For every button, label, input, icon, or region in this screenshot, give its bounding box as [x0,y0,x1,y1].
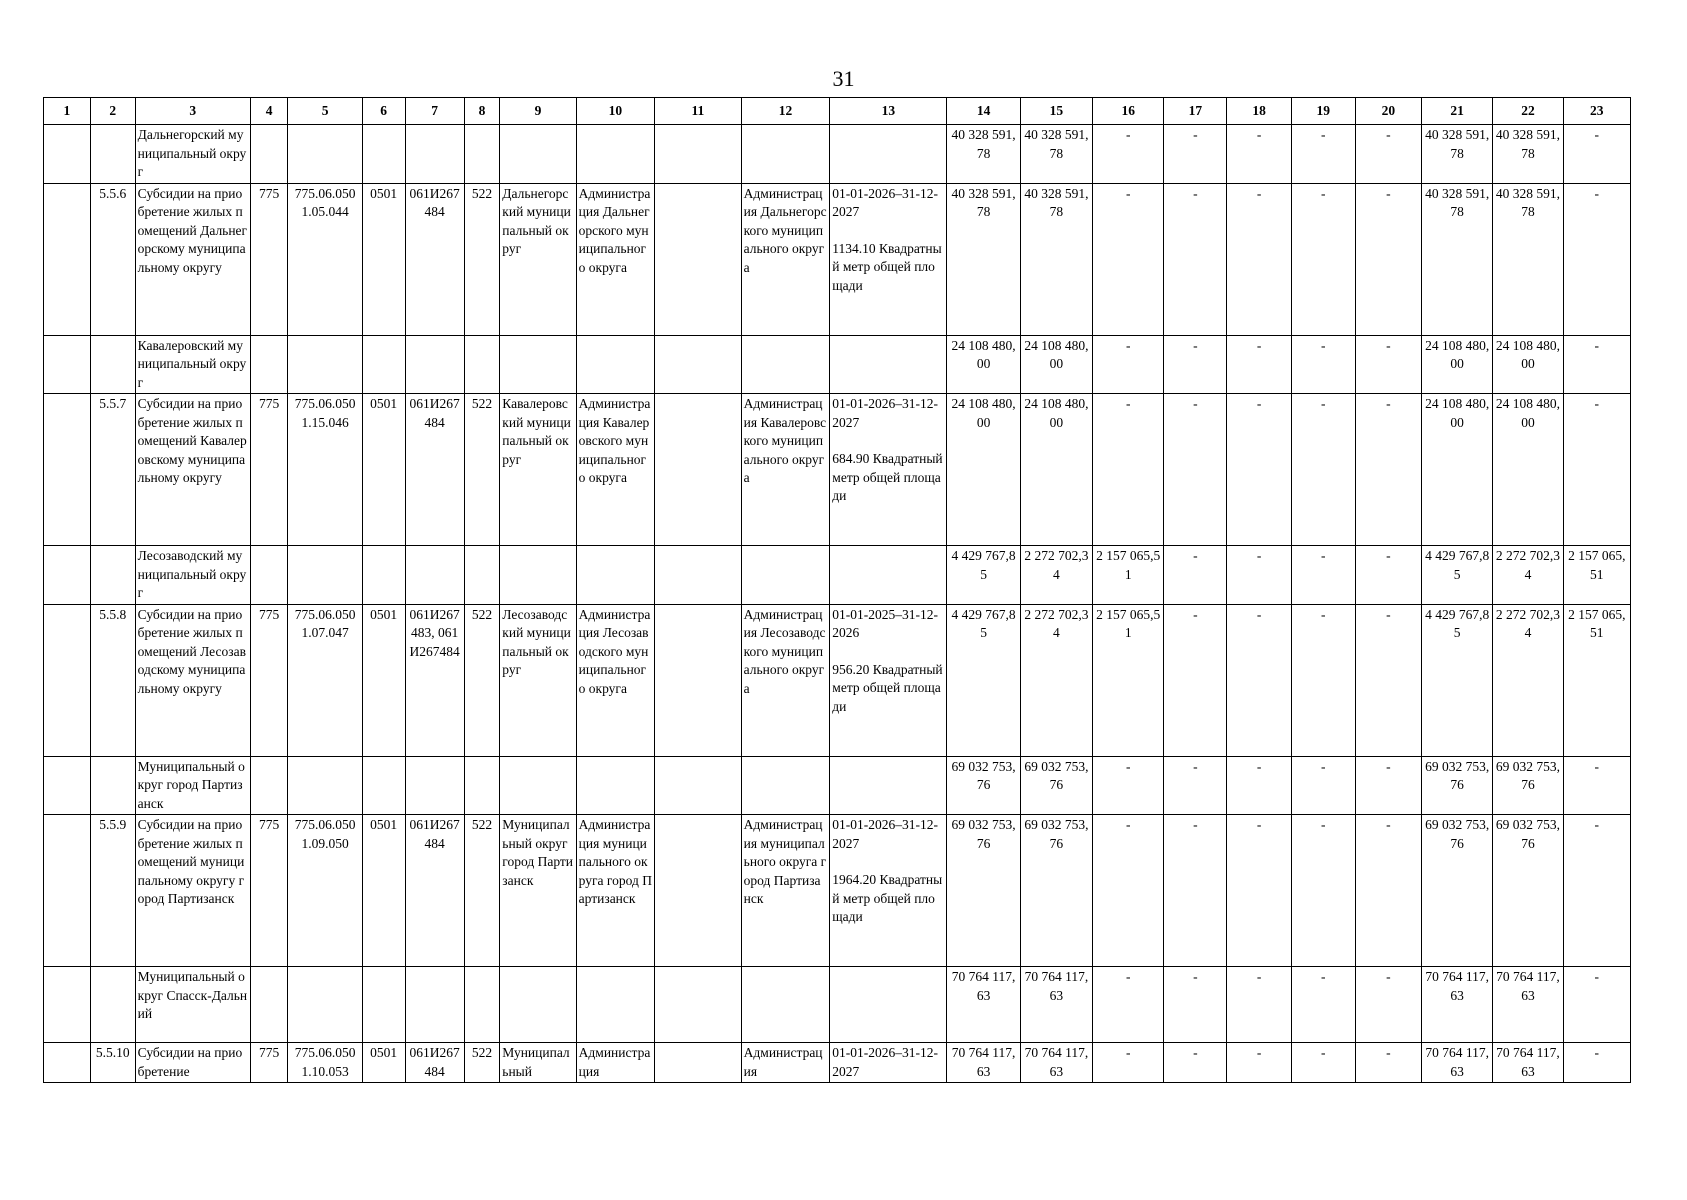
cell-col-22: 69 032 753,76 [1493,756,1563,815]
cell-col-19: - [1291,546,1355,605]
cell-col-7: 061И267484 [405,183,464,335]
cell-col-1 [44,394,91,546]
cell-col-5 [288,546,362,605]
cell-col-15: 24 108 480,00 [1020,394,1092,546]
cell-col-5: 775.06.0501.10.053 [288,1043,362,1083]
cell-col-23: 2 157 065,51 [1563,604,1630,756]
cell-col-18: - [1227,394,1291,546]
subtotal-row [44,967,1631,1043]
cell-col-11 [655,546,742,605]
header-cell: 4 [250,98,288,125]
cell-col-10: Администрация муниципального округа город Партизанск [576,815,654,967]
cell-col-9 [500,546,576,605]
cell-col-12 [741,335,830,394]
cell-col-19: - [1291,815,1355,967]
cell-col-11 [655,125,742,184]
cell-col-5: 775.06.0501.05.044 [288,183,362,335]
cell-col-18: - [1227,183,1291,335]
cell-col-10 [576,546,654,605]
cell-col-20: - [1355,815,1421,967]
cell-col-6 [362,125,405,184]
cell-col-23: 2 157 065,51 [1563,546,1630,605]
cell-col-20: - [1355,604,1421,756]
header-cell: 5 [288,98,362,125]
period-text: 01-01-2026–31-12-2027 [832,185,939,219]
cell-col-17: - [1164,967,1227,1043]
cell-col-1 [44,604,91,756]
subtotal-row [44,756,1631,815]
cell-col-13 [830,394,947,546]
header-cell: 17 [1164,98,1227,125]
subtotal-row [44,546,1631,605]
cell-col-14: 70 764 117,63 [947,1043,1020,1083]
period-text: 01-01-2025–31-12-2026 [832,606,939,640]
cell-col-22: 40 328 591,78 [1493,183,1563,335]
cell-col-11 [655,967,742,1043]
cell-col-3: Субсидии на приобретение жилых помещений Лесозаводскому муниципальному округу [135,604,250,756]
cell-col-7: 061И267483, 061И267484 [405,604,464,756]
cell-col-1 [44,815,91,967]
cell-col-13 [830,125,947,184]
cell-col-20: - [1355,183,1421,335]
cell-col-4: 775 [250,604,288,756]
cell-col-9 [500,335,576,394]
cell-col-6: 0501 [362,183,405,335]
cell-col-7 [405,967,464,1043]
cell-col-19: - [1291,125,1355,184]
cell-col-3: Субсидии на приобретение жилых помещений Дальнегорскому муниципальному округу [135,183,250,335]
cell-col-2: 5.5.7 [90,394,135,546]
cell-col-5: 775.06.0501.09.050 [288,815,362,967]
cell-col-11 [655,335,742,394]
header-cell: 2 [90,98,135,125]
cell-col-3: Субсидии на приобретение [135,1043,250,1083]
cell-col-15: 2 272 702,34 [1020,546,1092,605]
cell-col-22: 40 328 591,78 [1493,125,1563,184]
cell-col-3: Кавалеровский муниципальный округ [135,335,250,394]
cell-col-6 [362,335,405,394]
cell-col-15: 70 764 117,63 [1020,967,1092,1043]
cell-col-11 [655,1043,742,1083]
cell-col-21: 40 328 591,78 [1422,125,1493,184]
cell-col-14: 70 764 117,63 [947,967,1020,1043]
table-row [44,815,1631,967]
cell-col-23: - [1563,756,1630,815]
cell-col-19: - [1291,335,1355,394]
table-row [44,1043,1631,1083]
cell-col-9: Лесозаводский муниципальный округ [500,604,576,756]
cell-col-2 [90,125,135,184]
period-text: 01-01-2026–31-12-2027 [832,396,939,430]
header-cell: 20 [1355,98,1421,125]
cell-col-23: - [1563,125,1630,184]
cell-col-20: - [1355,546,1421,605]
cell-col-8 [464,546,500,605]
cell-col-10: Администрация Кавалеровского муниципального округа [576,394,654,546]
cell-col-6: 0501 [362,604,405,756]
cell-col-9: Муниципальный округ город Партизанск [500,815,576,967]
cell-col-18: - [1227,604,1291,756]
cell-col-17: - [1164,394,1227,546]
cell-col-16: - [1093,335,1164,394]
cell-col-12: Администрация Дальнегорского муниципального округа [741,183,830,335]
cell-col-4 [250,125,288,184]
cell-col-17: - [1164,756,1227,815]
cell-col-14: 69 032 753,76 [947,756,1020,815]
cell-col-16: 2 157 065,51 [1093,604,1164,756]
cell-col-4 [250,756,288,815]
cell-col-17: - [1164,335,1227,394]
cell-col-11 [655,183,742,335]
cell-col-4: 775 [250,1043,288,1083]
cell-col-9 [500,967,576,1043]
page-number: 31 [832,66,855,91]
cell-col-4: 775 [250,394,288,546]
header-row [44,98,1631,125]
cell-col-1 [44,967,91,1043]
cell-col-9: Кавалеровский муниципальный округ [500,394,576,546]
cell-col-23: - [1563,1043,1630,1083]
cell-col-15: 69 032 753,76 [1020,756,1092,815]
result-text: 1964.20 Квадратный метр общей площади [832,872,943,924]
header-cell: 21 [1422,98,1493,125]
cell-col-10: Администрация [576,1043,654,1083]
cell-col-15: 24 108 480,00 [1020,335,1092,394]
cell-col-2 [90,967,135,1043]
cell-col-18: - [1227,815,1291,967]
cell-col-16: - [1093,756,1164,815]
header-cell: 9 [500,98,576,125]
cell-col-16: - [1093,815,1164,967]
cell-col-21: 4 429 767,85 [1422,546,1493,605]
cell-col-18: - [1227,1043,1291,1083]
header-cell: 15 [1020,98,1092,125]
cell-col-6: 0501 [362,1043,405,1083]
cell-col-15: 69 032 753,76 [1020,815,1092,967]
header-cell: 1 [44,98,91,125]
cell-col-1 [44,183,91,335]
budget-table [43,97,1631,1083]
cell-col-12: Администрация Лесозаводского муниципального округа [741,604,830,756]
cell-col-2: 5.5.10 [90,1043,135,1083]
cell-col-8: 522 [464,815,500,967]
cell-col-16: - [1093,183,1164,335]
cell-col-3: Субсидии на приобретение жилых помещений муниципальному округу город Партизанск [135,815,250,967]
header-cell: 16 [1093,98,1164,125]
cell-col-13 [830,1043,947,1083]
table-row [44,604,1631,756]
cell-col-3: Субсидии на приобретение жилых помещений Кавалеровскому муниципальному округу [135,394,250,546]
cell-col-12 [741,756,830,815]
cell-col-2: 5.5.9 [90,815,135,967]
cell-col-13 [830,967,947,1043]
cell-col-13 [830,546,947,605]
cell-col-4 [250,967,288,1043]
table-row [44,183,1631,335]
cell-col-1 [44,335,91,394]
cell-col-1 [44,546,91,605]
cell-col-6 [362,546,405,605]
cell-col-3: Муниципальный округ город Партизанск [135,756,250,815]
cell-col-13 [830,335,947,394]
cell-col-8: 522 [464,604,500,756]
cell-col-12 [741,125,830,184]
cell-col-21: 24 108 480,00 [1422,394,1493,546]
cell-col-21: 24 108 480,00 [1422,335,1493,394]
table-body [44,98,1631,1083]
cell-col-3: Дальнегорский муниципальный округ [135,125,250,184]
cell-col-18: - [1227,967,1291,1043]
cell-col-22: 70 764 117,63 [1493,967,1563,1043]
header-cell: 19 [1291,98,1355,125]
cell-col-4: 775 [250,815,288,967]
cell-col-18: - [1227,756,1291,815]
cell-col-17: - [1164,1043,1227,1083]
cell-col-7: 061И267484 [405,1043,464,1083]
cell-col-9 [500,756,576,815]
header-cell: 14 [947,98,1020,125]
cell-col-6: 0501 [362,815,405,967]
cell-col-20: - [1355,125,1421,184]
cell-col-17: - [1164,546,1227,605]
cell-col-2 [90,335,135,394]
cell-col-20: - [1355,967,1421,1043]
header-cell: 13 [830,98,947,125]
header-cell: 23 [1563,98,1630,125]
cell-col-10 [576,756,654,815]
cell-col-17: - [1164,815,1227,967]
result-text: 1134.10 Квадратный метр общей площади [832,240,942,293]
cell-col-5 [288,967,362,1043]
cell-col-7 [405,756,464,815]
cell-col-14: 69 032 753,76 [947,815,1020,967]
subtotal-row [44,335,1631,394]
header-cell: 11 [655,98,742,125]
cell-col-12: Администрация муниципального округа город Партизанск [741,815,830,967]
cell-col-21: 69 032 753,76 [1422,756,1493,815]
cell-col-12: Администрация [741,1043,830,1083]
cell-col-8 [464,125,500,184]
cell-col-5: 775.06.0501.15.046 [288,394,362,546]
cell-col-23: - [1563,394,1630,546]
cell-col-10: Администрация Лесозаводского муниципального округа [576,604,654,756]
cell-col-10: Администрация Дальнегорского муниципального округа [576,183,654,335]
cell-col-18: - [1227,546,1291,605]
header-cell: 8 [464,98,500,125]
cell-col-7 [405,546,464,605]
cell-col-4: 775 [250,183,288,335]
cell-col-2: 5.5.6 [90,183,135,335]
cell-col-22: 70 764 117,63 [1493,1043,1563,1083]
cell-col-6 [362,967,405,1043]
cell-col-23: - [1563,183,1630,335]
cell-col-15: 40 328 591,78 [1020,125,1092,184]
cell-col-3: Лесозаводский муниципальный округ [135,546,250,605]
cell-col-9: Дальнегорский муниципальный округ [500,183,576,335]
cell-col-19: - [1291,394,1355,546]
cell-col-21: 4 429 767,85 [1422,604,1493,756]
cell-col-7: 061И267484 [405,394,464,546]
cell-col-21: 70 764 117,63 [1422,967,1493,1043]
cell-col-14: 40 328 591,78 [947,125,1020,184]
period-text: 01-01-2026–31-12-2027 [832,817,939,851]
cell-col-2: 5.5.8 [90,604,135,756]
cell-col-17: - [1164,604,1227,756]
cell-col-9: Муниципальный [500,1043,576,1083]
cell-col-21: 40 328 591,78 [1422,183,1493,335]
result-text: 684.90 Квадратный метр общей площади [832,451,943,503]
cell-col-13 [830,604,947,756]
cell-col-11 [655,394,742,546]
cell-col-16: - [1093,1043,1164,1083]
result-text: 956.20 Квадратный метр общей площади [832,661,943,714]
cell-col-11 [655,815,742,967]
cell-col-10 [576,125,654,184]
cell-col-19: - [1291,604,1355,756]
cell-col-9 [500,125,576,184]
cell-col-13 [830,756,947,815]
cell-col-7 [405,335,464,394]
cell-col-7: 061И267484 [405,815,464,967]
cell-col-14: 4 429 767,85 [947,546,1020,605]
subtotal-row [44,125,1631,184]
cell-col-21: 70 764 117,63 [1422,1043,1493,1083]
table-row [44,394,1631,546]
header-cell: 7 [405,98,464,125]
cell-col-1 [44,756,91,815]
cell-col-15: 70 764 117,63 [1020,1043,1092,1083]
cell-col-1 [44,1043,91,1083]
cell-col-22: 69 032 753,76 [1493,815,1563,967]
cell-col-16: - [1093,125,1164,184]
cell-col-3: Муниципальный округ Спасск-Дальний [135,967,250,1043]
cell-col-5: 775.06.0501.07.047 [288,604,362,756]
cell-col-19: - [1291,756,1355,815]
cell-col-17: - [1164,125,1227,184]
cell-col-7 [405,125,464,184]
cell-col-8: 522 [464,394,500,546]
cell-col-16: - [1093,394,1164,546]
cell-col-4 [250,335,288,394]
cell-col-23: - [1563,815,1630,967]
cell-col-2 [90,756,135,815]
cell-col-5 [288,756,362,815]
cell-col-20: - [1355,394,1421,546]
header-cell: 3 [135,98,250,125]
cell-col-8: 522 [464,183,500,335]
cell-col-20: - [1355,335,1421,394]
cell-col-14: 40 328 591,78 [947,183,1020,335]
cell-col-12 [741,967,830,1043]
cell-col-13 [830,815,947,967]
cell-col-8 [464,756,500,815]
cell-col-20: - [1355,756,1421,815]
cell-col-15: 40 328 591,78 [1020,183,1092,335]
cell-col-10 [576,967,654,1043]
cell-col-13 [830,183,947,335]
cell-col-19: - [1291,1043,1355,1083]
cell-col-2 [90,546,135,605]
cell-col-23: - [1563,967,1630,1043]
cell-col-22: 2 272 702,34 [1493,604,1563,756]
cell-col-20: - [1355,1043,1421,1083]
header-cell: 18 [1227,98,1291,125]
cell-col-14: 4 429 767,85 [947,604,1020,756]
header-cell: 12 [741,98,830,125]
cell-col-6 [362,756,405,815]
cell-col-23: - [1563,335,1630,394]
cell-col-8: 522 [464,1043,500,1083]
cell-col-8 [464,335,500,394]
header-cell: 22 [1493,98,1563,125]
cell-col-5 [288,125,362,184]
cell-col-11 [655,604,742,756]
cell-col-17: - [1164,183,1227,335]
cell-col-12 [741,546,830,605]
cell-col-16: - [1093,967,1164,1043]
cell-col-14: 24 108 480,00 [947,394,1020,546]
cell-col-18: - [1227,125,1291,184]
cell-col-5 [288,335,362,394]
cell-col-11 [655,756,742,815]
period-text: 01-01-2026–31-12-2027 [832,1045,939,1079]
cell-col-4 [250,546,288,605]
cell-col-21: 69 032 753,76 [1422,815,1493,967]
cell-col-8 [464,967,500,1043]
cell-col-14: 24 108 480,00 [947,335,1020,394]
cell-col-16: 2 157 065,51 [1093,546,1164,605]
cell-col-22: 24 108 480,00 [1493,335,1563,394]
cell-col-1 [44,125,91,184]
cell-col-22: 24 108 480,00 [1493,394,1563,546]
header-cell: 10 [576,98,654,125]
cell-col-10 [576,335,654,394]
cell-col-19: - [1291,967,1355,1043]
cell-col-22: 2 272 702,34 [1493,546,1563,605]
cell-col-18: - [1227,335,1291,394]
cell-col-12: Администрация Кавалеровского муниципального округа [741,394,830,546]
cell-col-6: 0501 [362,394,405,546]
header-cell: 6 [362,98,405,125]
cell-col-15: 2 272 702,34 [1020,604,1092,756]
cell-col-19: - [1291,183,1355,335]
